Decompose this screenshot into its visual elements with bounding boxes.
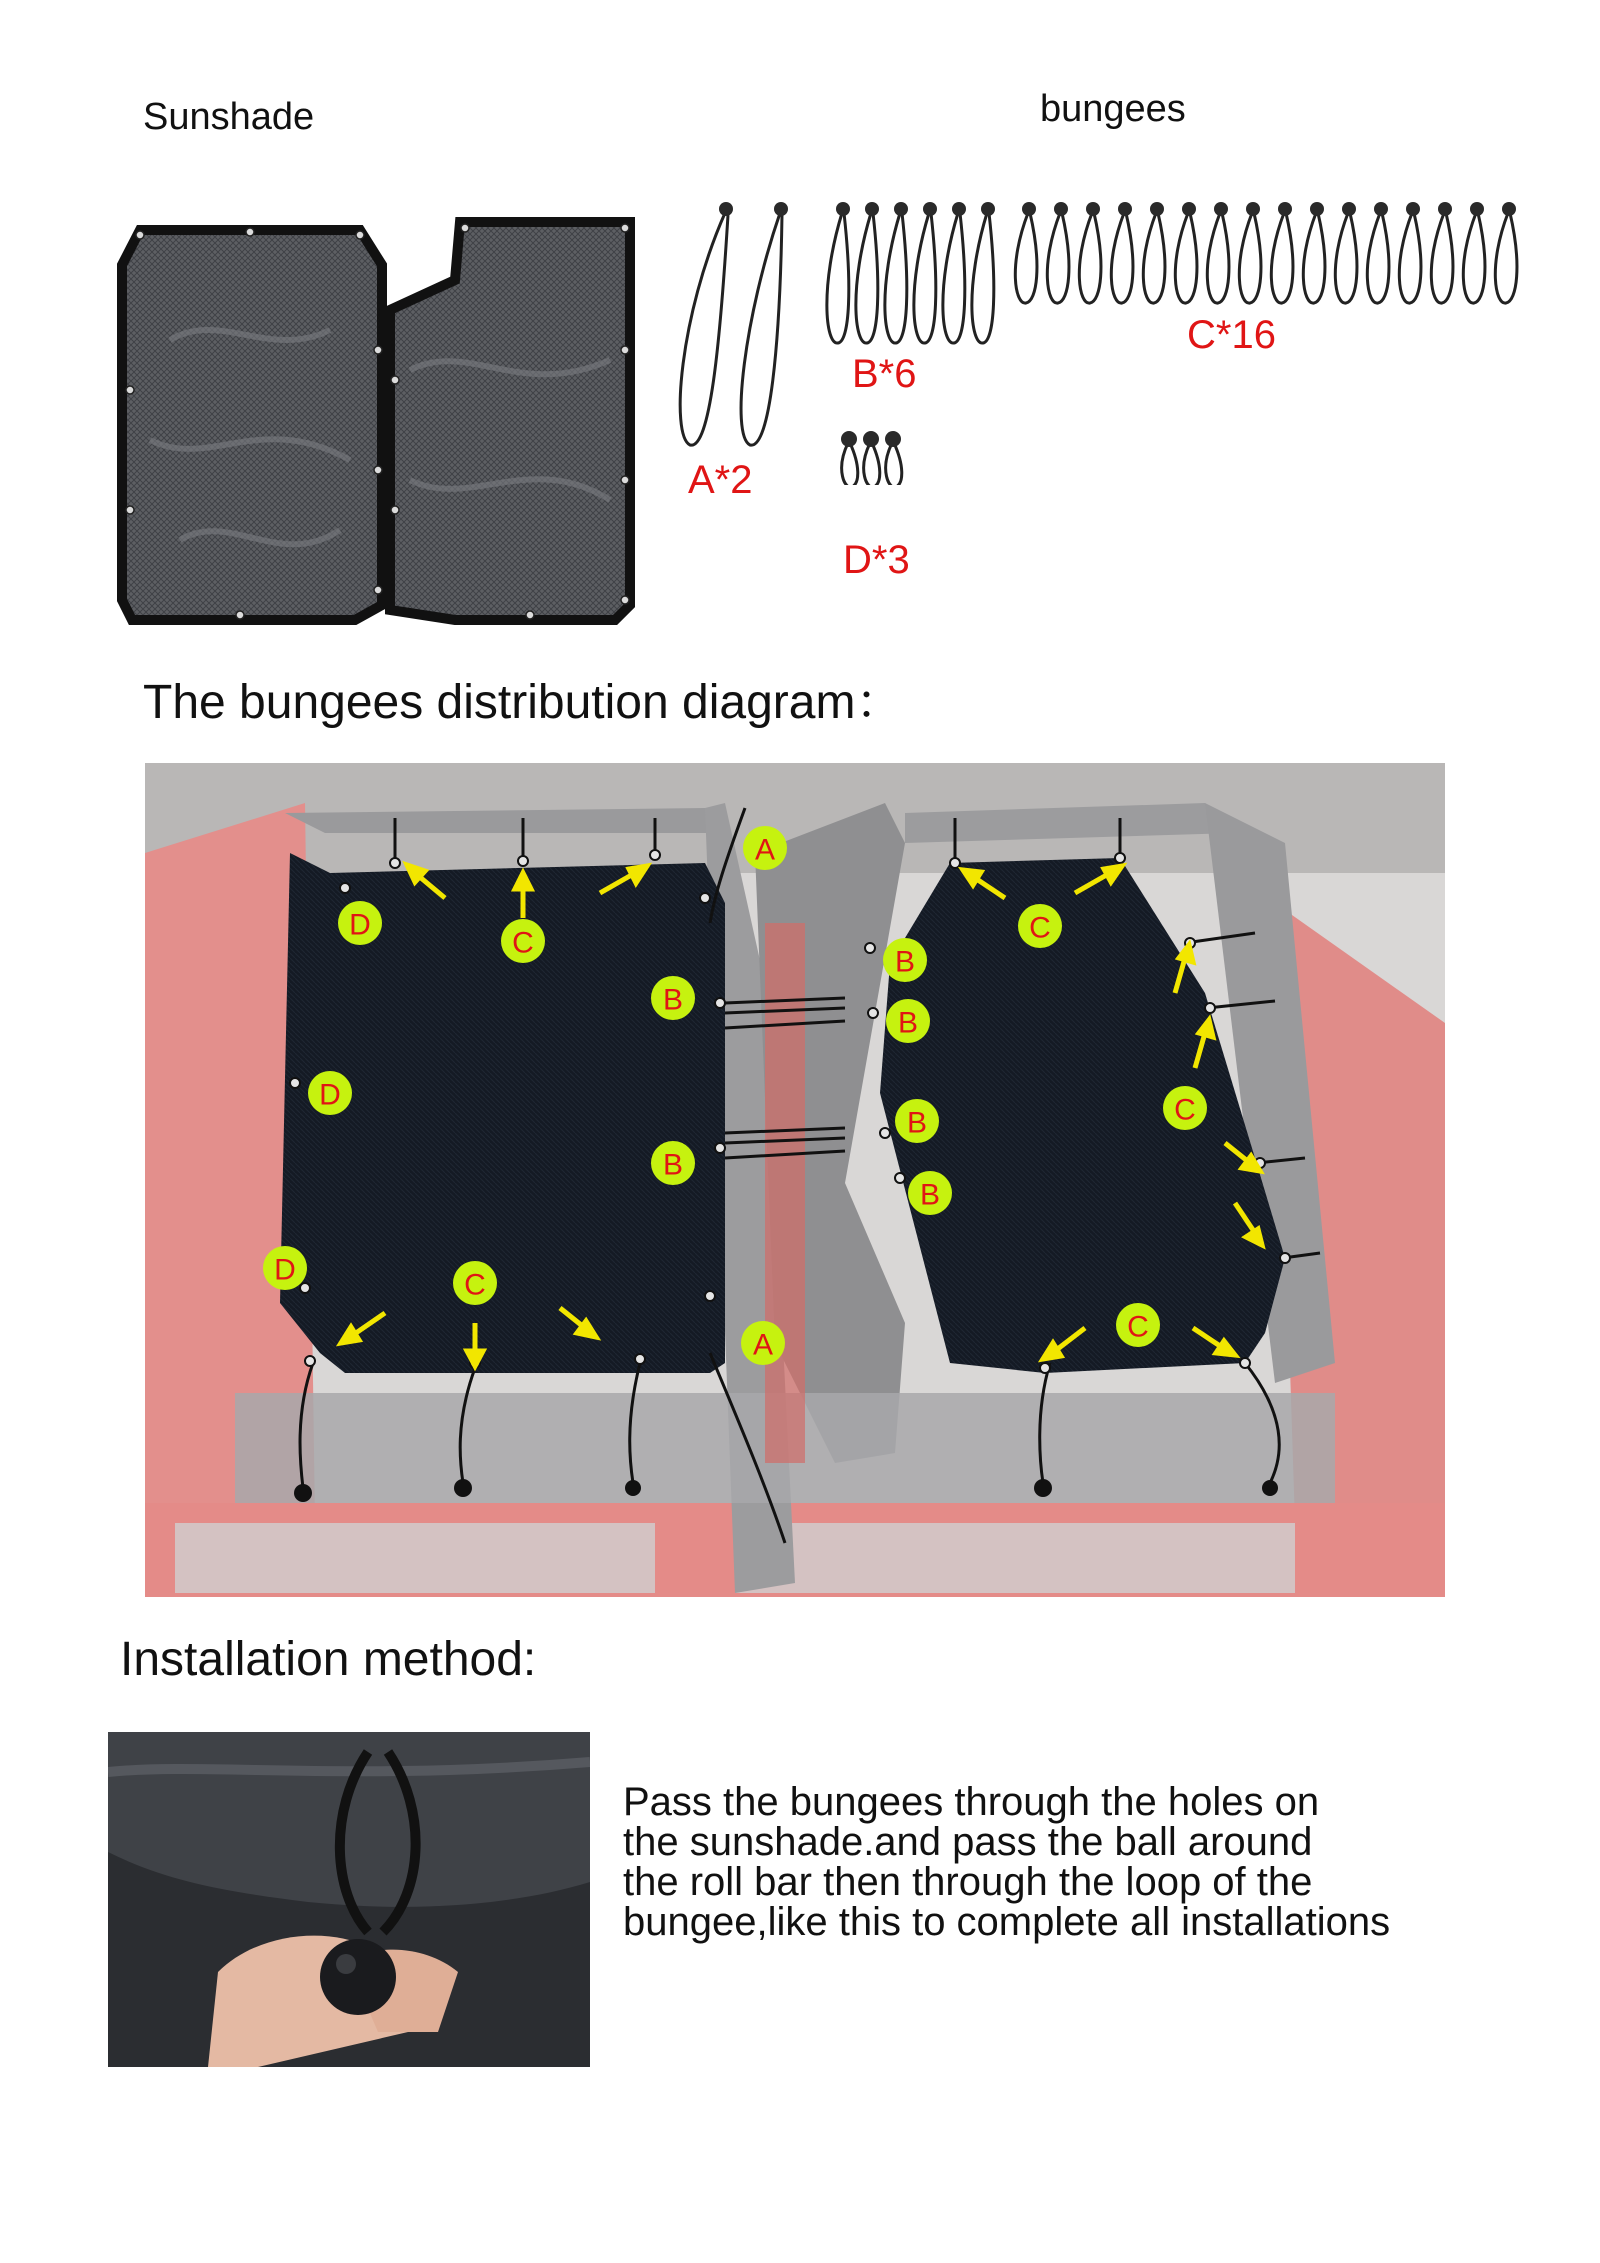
bungees-title: bungees [1040, 88, 1186, 130]
marker-c-3: C [1174, 1093, 1196, 1127]
installation-photo [108, 1732, 590, 2067]
sunshade-panels-image [110, 210, 650, 630]
installation-line-4: bungee,like this to complete all installations [623, 1900, 1391, 1944]
bungee-a-count-label: A*2 [688, 458, 753, 502]
installation-title: Installation method: [120, 1633, 537, 1686]
marker-a-bottom: A [752, 1328, 774, 1362]
installation-line-3: the roll bar then through the loop of the [623, 1860, 1313, 1904]
installation-line-1: Pass the bungees through the holes on [623, 1780, 1320, 1824]
marker-d-2: D [319, 1078, 341, 1112]
marker-b-6: B [919, 1178, 941, 1212]
marker-b-3: B [894, 945, 916, 979]
marker-c-4: C [464, 1268, 486, 1302]
distribution-diagram [145, 763, 1445, 1597]
marker-b-1: B [662, 983, 684, 1017]
sunshade-title: Sunshade [143, 96, 315, 138]
marker-c-5: C [1127, 1310, 1149, 1344]
bungee-d-count-label: D*3 [843, 538, 910, 582]
installation-description [623, 1782, 1390, 1942]
marker-c-1: C [512, 926, 534, 960]
sunshade-panel-right [390, 222, 630, 620]
diagram-title: The bungees distribution diagram： [143, 676, 904, 729]
marker-b-2: B [662, 1148, 684, 1182]
marker-d-3: D [274, 1253, 296, 1287]
bungees-image [670, 195, 1530, 485]
marker-b-5: B [906, 1106, 928, 1140]
bungee-b-count-label: B*6 [852, 352, 917, 396]
marker-b-4: B [897, 1006, 919, 1040]
marker-c-2: C [1029, 911, 1051, 945]
marker-d-1: D [349, 908, 371, 942]
bungee-c-count-label: C*16 [1187, 313, 1276, 357]
marker-a-top: A [754, 833, 776, 867]
sunshade-panel-left [122, 230, 382, 620]
installation-line-2: the sunshade.and pass the ball around [623, 1820, 1313, 1864]
